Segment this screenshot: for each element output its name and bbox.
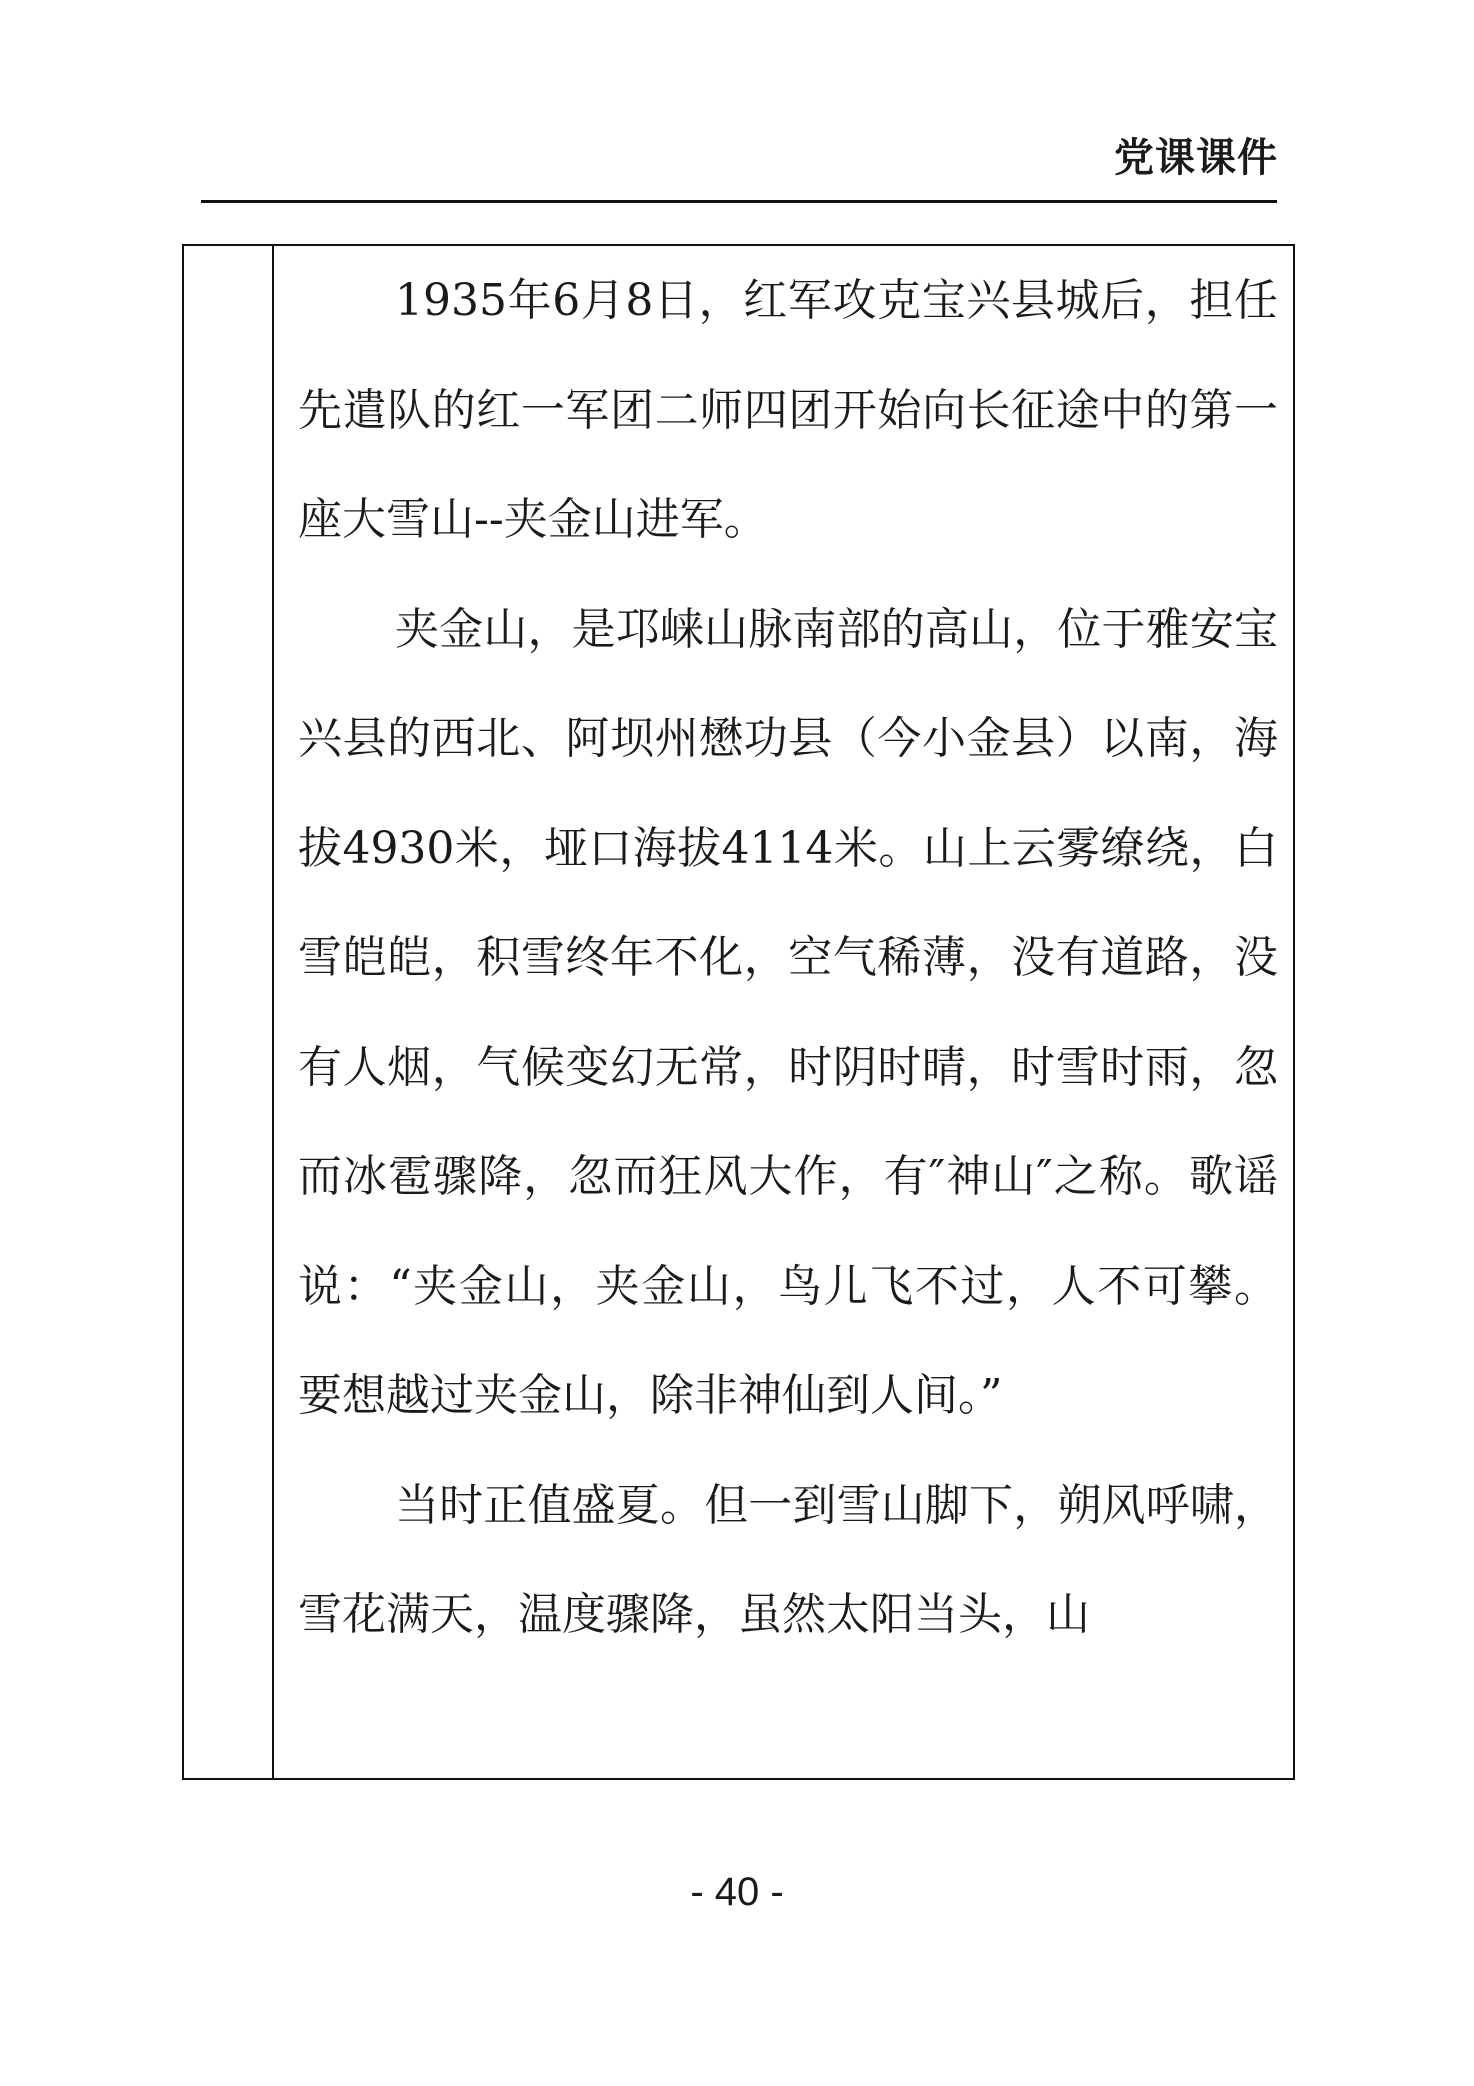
table-left-column: [184, 246, 274, 1778]
paragraph-1: 1935年6月8日，红军攻克宝兴县城后，担任先遣队的红一军团二师四团开始向长征途中的第一座大雪山--夹金山进军。: [298, 275, 1278, 545]
table-body-text: [298, 246, 1278, 1670]
paragraph-2: 夹金山，是邛崃山脉南部的高山，位于雅安宝兴县的西北、阿坝州懋功县（今小金县）以南，海拔4930米，垭口海拔4114米。山上云雾缭绕，白雪皑皑，积雪终年不化，空气稀薄，没有道路，没有人烟，气候变幻无常，时阴时晴，时雪时雨，忽而冰雹骤降，忽而狂风大作，有″神山″之称。歌谣说：“夹金山，夹金山，鸟儿飞不过，人不可攀。要想越过夹金山，除非神仙到人间。”: [298, 603, 1278, 1421]
content-table: [182, 244, 1295, 1780]
header-divider: [201, 200, 1277, 203]
page-number: - 40 -: [690, 1870, 784, 1914]
paragraph-3: 当时正值盛夏。但一到雪山脚下，朔风呼啸，雪花满天，温度骤降，虽然太阳当头，山: [298, 1479, 1278, 1640]
document-header-title: 党课课件: [1114, 135, 1278, 181]
